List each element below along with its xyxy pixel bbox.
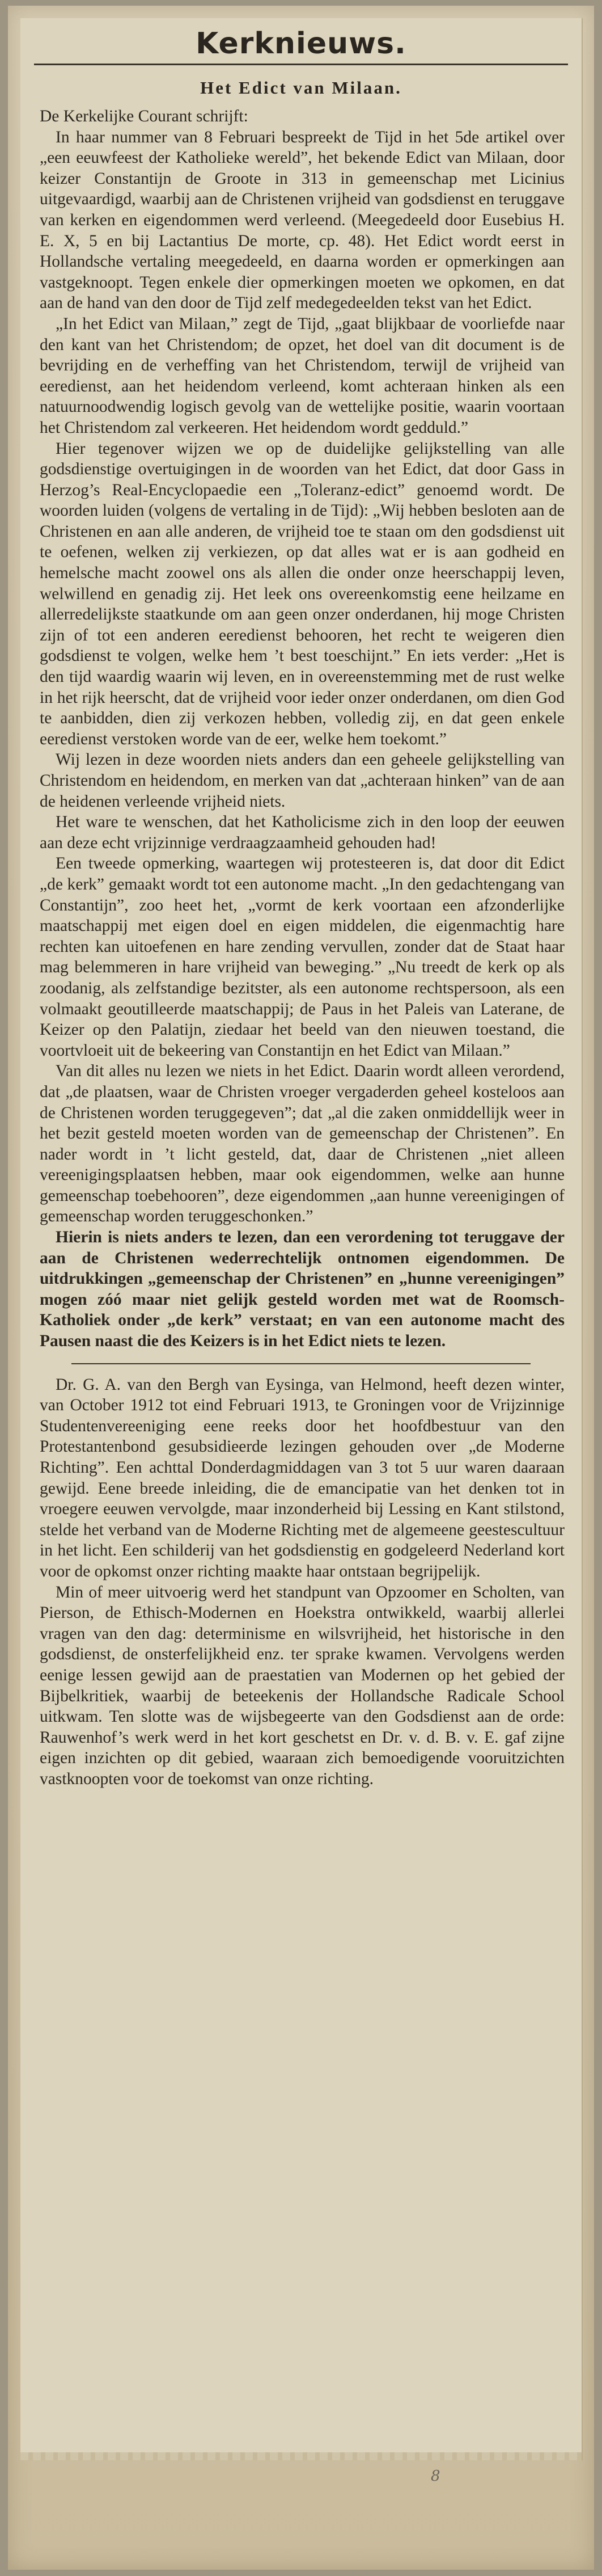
section-title: Kerknieuws. xyxy=(196,27,406,61)
paragraph: Het ware te wenschen, dat het Katholicisme zich in den loop der eeuwen aan deze echt vrijzinnige verdraagzaamheid gehouden had! xyxy=(40,813,565,852)
paragraph: Wij lezen in deze woorden niets anders dan een geheele gelijkstelling van Christendom en heidendom, en merken van dat „achteraan hinken” van de aan de heidenen verleende vrijheid niets. xyxy=(40,751,565,811)
article-headline xyxy=(20,78,582,98)
paper-sheet xyxy=(8,6,594,2570)
torn-edge xyxy=(20,2452,582,2460)
article-headline-text: Het Edict van Milaan. xyxy=(200,78,402,98)
newspaper-clipping xyxy=(20,18,583,2460)
article-body-2 xyxy=(20,1375,582,1790)
paragraph: Min of meer uitvoerig werd het standpunt van Opzoomer en Scholten, van Pierson, de Ethisch-Modernen en Hoekstra ontwikkeld, waarbij allerlei vragen van den dag: determinisme en wilsvrijheid, het historische in den godsdienst, de onsterfelijkheid enz. ter sprake kwamen. Vervolgens werden eenige lessen gewijd aan de praestatien van Modernen op het gebied der Bijbelkritiek, waarbij de beteekenis der Hollandsche Radicale School uitkwam. Ten slotte was de wijsbegeerte van den Godsdienst aan de orde: Rauwenhof’s werk werd in het kort geschetst en Dr. v. d. B. v. E. gaf zijne eigen inzichten op dit gebied, waaraan zich bemoedigende vooruitzichten vastknoopten voor de toekomst van onze richting. xyxy=(40,1583,565,1788)
paragraph: Dr. G. A. van den Bergh van Eysinga, van Helmond, heeft dezen winter, van October 1912 tot eind Februari 1913, te Groningen voor de Vrijzinnige Studentenvereeniging eene reeks door het hoofdbestuur van den Protestantenbond gesubsidieerde lezingen gehouden over „de Moderne Richting”. Een achttal Donderdagmiddagen van 3 tot 5 uur waren daaraan gewijd. Eene breede inleiding, die de emancipatie van het denken tot in vroegere eeuwen vervolgde, maar inzonderheid bij Lessing en Kant stilstond, stelde het verband van de Moderne Richting met de algemeene geestescultuur in het licht. Een schilderij van het godsdienstig en godgeleerd Nederland kort voor de opkomst onzer richting maakte haar ontstaan begrijpelijk. xyxy=(40,1375,565,1580)
paragraph: In haar nummer van 8 Februari bespreekt de Tijd in het 5de artikel over „een eeuwfeest der Katholieke wereld”, het bekende Edict van Milaan, door keizer Constantijn de Groote in 313 in gemeenschap met Licinius uitgevaardigd, waarbij aan de Christenen vrijheid van godsdienst en teruggave van kerken en eigendommen werd verleend. (Meegedeeld door Eusebius H. E. X, 5 en bij Lactantius De morte, cp. 48). Het Edict wordt eerst in Hollandsche vertaling meegedeeld, en daarna worden er opmerkingen aan vastgeknoopt. Tegen enkele dier opmerkingen moeten we opkomen, en dat aan de hand van den door de Tijd zelf medegedeelden tekst van het Edict. xyxy=(40,128,565,313)
paragraph: Een tweede opmerking, waartegen wij protesteeren is, dat door dit Edict „de kerk” gemaakt wordt tot een autonome macht. „In den gedachtengang van Constantijn”, zoo heet het, „vormt de kerk voortaan een afzonderlijke maatschappij met eigen doel en eigen middelen, die eigenmachtig hare rechten kan uitoefenen en hare zending vervullen, zonder dat de Staat haar mag belemmeren in hare vrijheid van beweging.” „Nu treedt de kerk op als zoodanig, als zelfstandige bezitster, als een autonome rechtspersoon, als een volmaakt geoutilleerde maatschappij; de Paus in het Paleis van Laterane, de Keizer op den Palatijn, ziedaar het beeld van den nieuwen toestand, die voortvloeit uit de bekeering van Constantijn en het Edict van Milaan.” xyxy=(40,854,565,1060)
paragraph: De Kerkelijke Courant schrijft: xyxy=(40,107,248,125)
article-body-1 xyxy=(20,106,582,1352)
paragraph: „In het Edict van Milaan,” zegt de Tijd, „gaat blijkbaar de voorliefde naar den kant van het Christendom; de opzet, het doel van dit document is de bevrijding en de verheffing van het Christendom, terwijl de vrijheid van eeredienst, aan het heidendom verleend, komt achteraan hinken als een natuurnoodwendig logisch gevolg van de wettelijke positie, waarin voortaan het Christendom zal verkeeren. Het heidendom wordt gedduld.” xyxy=(40,314,565,437)
article-divider xyxy=(71,1363,531,1364)
paragraph: Hierin is niets anders te lezen, dan een verordening tot teruggave der aan de Christenen wederrechtelijk ontnomen eigendommen. De uitdrukkingen „gemeenschap der Christenen” en „hunne vereenigingen” mogen zóó maar niet gelijk gesteld worden met wat de Roomsch-Katholiek onder „de kerk” verstaat; en van een autonome macht des Pausen naast die des Keizers is in het Edict niets te lezen. xyxy=(40,1228,565,1351)
pencil-annotation: 8 xyxy=(431,2468,440,2485)
column-header xyxy=(34,24,568,65)
paragraph: Van dit alles nu lezen we niets in het Edict. Daarin wordt alleen verordend, dat „de plaatsen, waar de Christen vroeger vergaderden geheel kosteloos aan de Christenen worden teruggegeven”; dat „al die zaken onmiddellijk weer in het bezit gesteld moeten worden van de gemeenschap der Christenen”. En nader wordt in ’t licht gesteld, dat, daar de Christenen „niet alleen vereenigingsplaatsen hebben, maar ook eigendommen, welke aan hunne gemeenschap toebehooren”, deze eigendommen „aan hunne vereenigingen of gemeenschap worden teruggeschonken.” xyxy=(40,1062,565,1226)
paragraph: Hier tegenover wijzen we op de duidelijke gelijkstelling van alle godsdienstige overtuigingen in de woorden van het Edict, dat door Gass in Herzog’s Real-Encyclopaedie een „Toleranz-edict” genoemd wordt. De woorden luiden (volgens de vertaling in de Tijd): „Wij hebben besloten aan de Christenen en aan alle anderen, de vrijheid toe te staan om den godsdienst uit te oefenen, welken zij verkiezen, op dat alles wat er is aan godheid en hemelsche macht zoowel ons als allen die onder onze heerschappij leven, welwillend en genadig zij. Het leek ons overeenkomstig eene heilzame en allerredelijkste staatkunde om aan geen onzer onderdanen, hij moge Christen zijn of tot een anderen eeredienst behooren, het recht te weigeren dien godsdienst te volgen, welke hem ’t best toeschijnt.” En iets verder: „Het is den tijd waardig waarin wij leven, en in overeenstemming met de rust welke in het rijk heerscht, dat de vrijheid voor ieder onzer onderdanen, om dien God te aanbidden, dien zij verkozen hebben, volledig zij, en dat geen enkele eeredienst verstoken worde van de eer, welke hem toekomt.” xyxy=(40,439,565,748)
